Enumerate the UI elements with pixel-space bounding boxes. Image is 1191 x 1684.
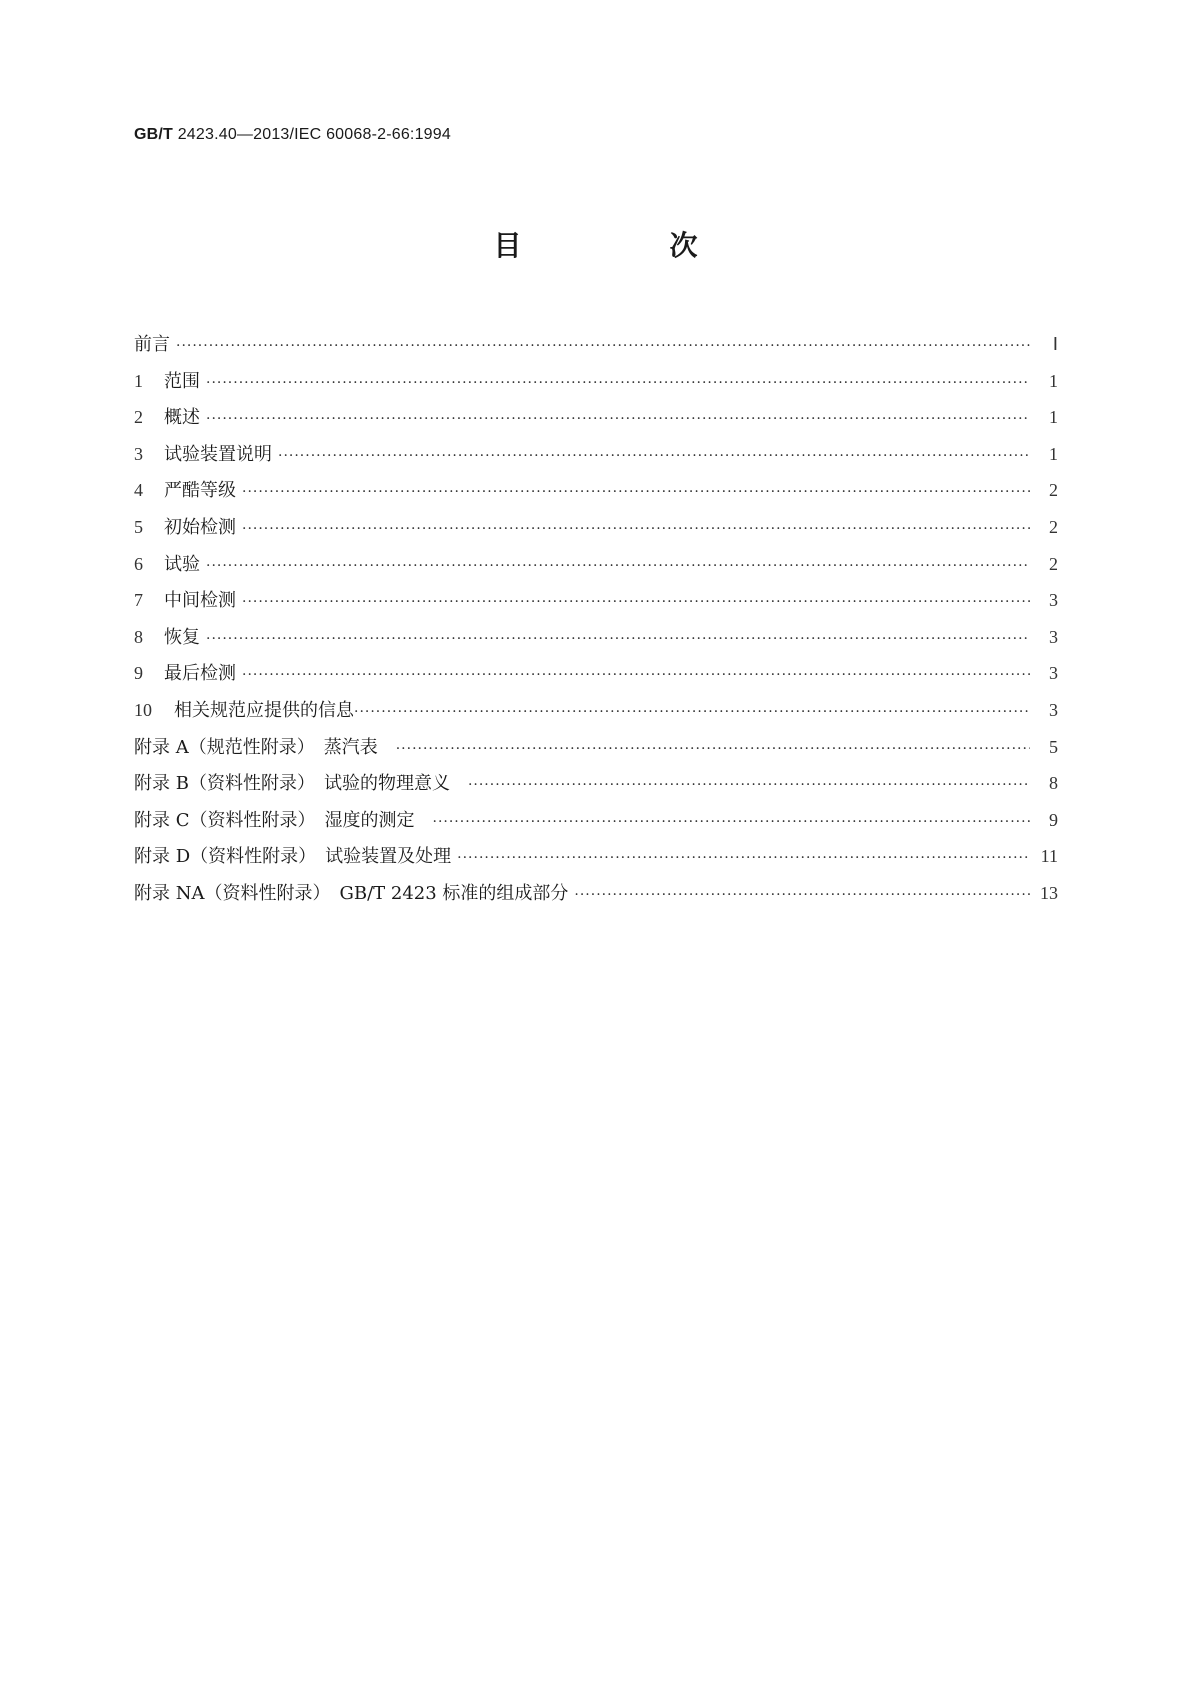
toc-entry-number: 7	[134, 590, 143, 611]
toc-entry-title: 恢复	[164, 626, 200, 648]
toc-entry-page: 13	[1040, 882, 1058, 903]
toc-entry-title: 附录 NA（资料性附录） GB/T 2423 标准的组成部分	[134, 882, 569, 904]
toc-entry-title: 最后检测	[164, 663, 236, 685]
toc-entry-page: 2	[1049, 480, 1058, 501]
toc-entry[interactable]	[134, 399, 1058, 436]
toc-entry-title: 前言	[134, 334, 170, 355]
toc-entry-number: 1	[134, 370, 143, 391]
toc-leader-dots	[206, 401, 1030, 438]
toc-entry-label	[134, 472, 242, 510]
toc-leader-dots	[354, 694, 1030, 731]
toc-leader-dots	[206, 621, 1030, 658]
toc-entry[interactable]	[134, 363, 1058, 400]
toc-entry-number: 5	[134, 516, 143, 537]
standard-number: 2423.40—2013/IEC 60068-2-66:1994	[177, 126, 451, 143]
toc-entry-page: 8	[1049, 773, 1058, 794]
toc-entry[interactable]	[134, 546, 1058, 583]
toc-entry[interactable]	[134, 655, 1058, 692]
toc-entry-label	[134, 582, 242, 620]
toc-entry[interactable]	[134, 472, 1058, 509]
toc-entry[interactable]	[134, 326, 1058, 363]
toc-entry-page: 3	[1049, 663, 1058, 684]
toc-entry-label	[134, 363, 206, 401]
toc-entry-label	[134, 876, 574, 913]
toc-entry-number: 3	[134, 443, 143, 464]
toc-leader-dots	[433, 804, 1031, 841]
toc-entry-number: 10	[134, 699, 152, 720]
toc-entry-label	[134, 839, 457, 876]
toc-entry-page: 2	[1049, 553, 1058, 574]
toc-entry-label	[134, 399, 206, 437]
toc-entry-label	[134, 327, 176, 364]
table-of-contents	[134, 326, 1058, 912]
toc-leader-dots	[242, 474, 1030, 511]
toc-entry-title: 附录 A（规范性附录） 蒸汽表	[134, 736, 378, 758]
toc-entry-page: 3	[1049, 626, 1058, 647]
toc-entry-number: 9	[134, 663, 143, 684]
toc-entry[interactable]	[134, 765, 1058, 802]
toc-entry-title: 附录 D（资料性附录） 试验装置及处理	[134, 846, 452, 868]
toc-entry-number: 2	[134, 407, 143, 428]
toc-entry-number: 8	[134, 626, 143, 647]
toc-entry-page: 5	[1049, 736, 1058, 757]
toc-entry-title: 附录 B（资料性附录） 试验的物理意义	[134, 773, 450, 795]
toc-entry-page: 2	[1049, 516, 1058, 537]
toc-entry-title: 严酷等级	[164, 480, 236, 502]
toc-entry-label	[134, 692, 354, 730]
toc-entry[interactable]	[134, 838, 1058, 875]
toc-entry-title: 中间检测	[164, 590, 236, 612]
toc-entry-title: 初始检测	[164, 516, 236, 538]
toc-entry-page: 1	[1049, 370, 1058, 391]
toc-entry-label	[134, 509, 242, 547]
toc-entry-page: 9	[1049, 809, 1058, 830]
toc-entry-title: 范围	[164, 370, 200, 392]
toc-entry[interactable]	[134, 582, 1058, 619]
toc-leader-dots	[396, 731, 1030, 768]
toc-entry-label	[134, 730, 396, 767]
toc-leader-dots	[176, 328, 1030, 365]
toc-leader-dots	[242, 657, 1030, 694]
toc-entry[interactable]	[134, 509, 1058, 546]
toc-leader-dots	[242, 511, 1030, 548]
toc-entry-number: 4	[134, 480, 143, 501]
toc-entry[interactable]	[134, 875, 1058, 912]
toc-leader-dots	[242, 584, 1030, 621]
toc-entry-title: 试验装置说明	[164, 443, 272, 465]
toc-leader-dots	[278, 438, 1030, 475]
standard-number-header	[134, 126, 451, 144]
toc-entry-title: 相关规范应提供的信息	[174, 699, 354, 721]
toc-entry-label	[134, 436, 278, 474]
toc-entry[interactable]	[134, 802, 1058, 839]
toc-entry-label	[134, 619, 206, 657]
toc-entry-page: 11	[1040, 846, 1058, 867]
toc-leader-dots	[457, 840, 1030, 877]
standard-code: GB/T	[134, 126, 174, 143]
toc-entry-number: 6	[134, 553, 143, 574]
toc-leader-dots	[574, 877, 1030, 914]
toc-entry[interactable]	[134, 619, 1058, 656]
toc-title: 目 次	[493, 229, 758, 262]
toc-entry-title: 概述	[164, 407, 200, 429]
toc-entry-page: Ⅰ	[1052, 334, 1058, 354]
toc-entry-title: 试验	[164, 553, 200, 575]
toc-entry-label	[134, 766, 468, 803]
toc-leader-dots	[468, 767, 1030, 804]
toc-entry-page: 1	[1049, 443, 1058, 464]
toc-entry-page: 3	[1049, 699, 1058, 720]
toc-entry[interactable]	[134, 692, 1058, 729]
toc-entry-page: 3	[1049, 590, 1058, 611]
toc-entry[interactable]	[134, 436, 1058, 473]
toc-entry-label	[134, 803, 433, 840]
toc-entry-title: 附录 C（资料性附录） 湿度的测定	[134, 809, 415, 831]
toc-leader-dots	[206, 365, 1030, 402]
toc-entry-page: 1	[1049, 407, 1058, 428]
toc-entry-label	[134, 655, 242, 693]
toc-entry-label	[134, 546, 206, 584]
toc-leader-dots	[206, 548, 1030, 585]
toc-entry[interactable]	[134, 729, 1058, 766]
